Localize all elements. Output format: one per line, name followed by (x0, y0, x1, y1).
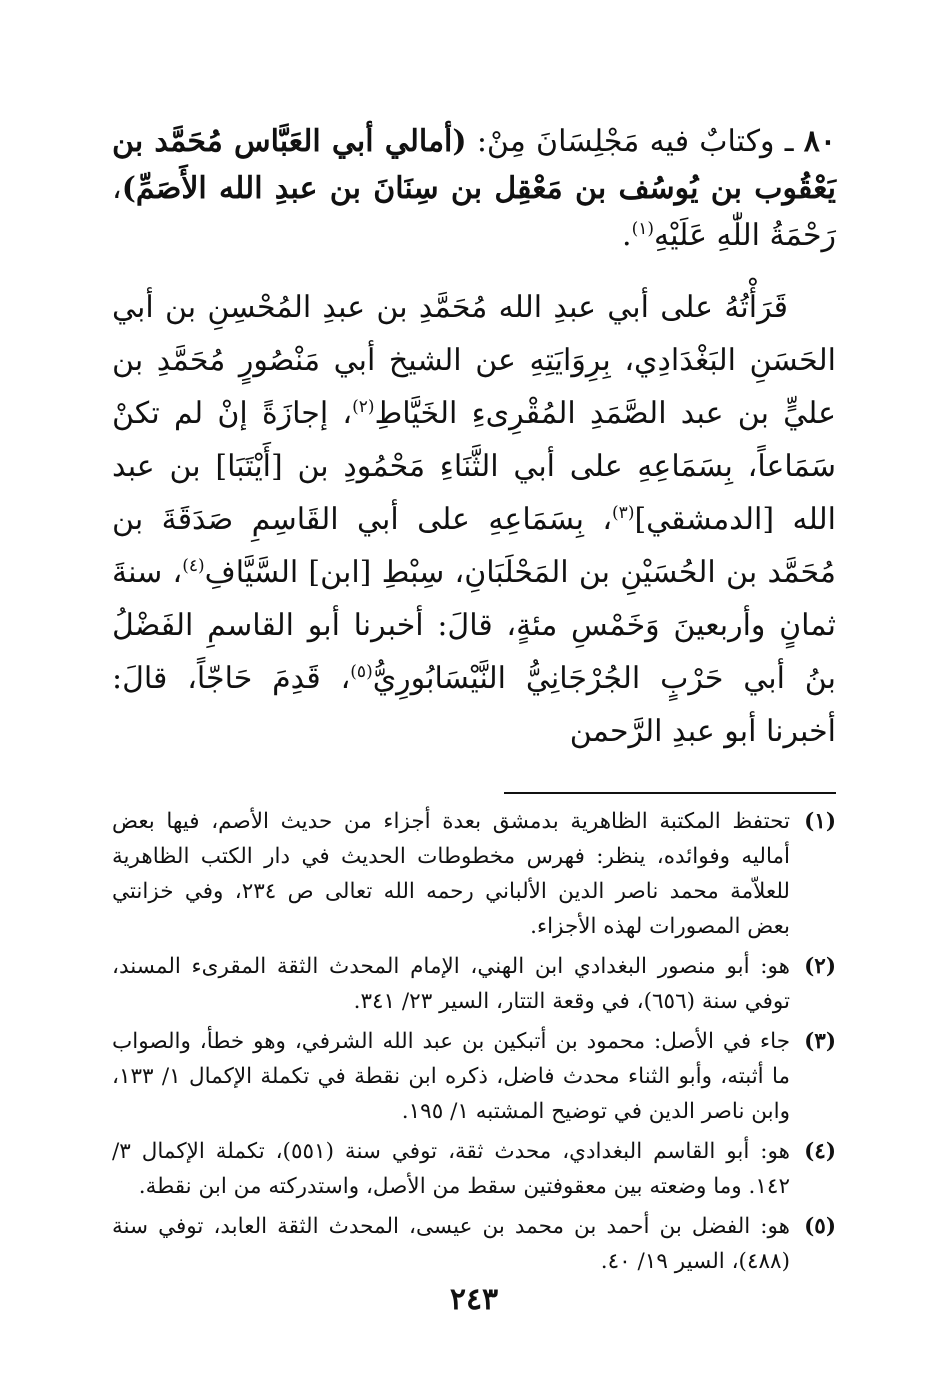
footnote-divider (504, 792, 836, 794)
body-paragraph (112, 281, 836, 758)
page-number: ٢٤٣ (449, 1282, 499, 1317)
body-text-segment: ، قَدِمَ حَاجّاً، قالَ: أخبرنا أبو عبدِ الرَّحمن (112, 661, 836, 749)
footnote-text: هو: الفضل بن أحمد بن محمد بن عيسى، المحدث الثقة العابد، توفي سنة (٤٨٨)، السير ١٩/ ٤٠. (112, 1214, 790, 1274)
footnote (112, 1024, 836, 1129)
footnote-ref: (١) (631, 219, 654, 239)
footnote-number: (٥) (804, 1214, 836, 1239)
entry-after: ، رَحْمَةُ اللّٰهِ عَلَيْهِ (112, 171, 836, 253)
footnote-ref: (٥) (350, 662, 373, 682)
entry-end: . (622, 218, 632, 253)
body-text-segment: قَرَأْتُهُ على أبي عبدِ الله مُحَمَّدِ بن عبدِ المُحْسِنِ بن أبي الحَسَنِ البَغْدَادِي، بِرِوَايَتِهِ عن الشيخ أبي مَنْصُورٍ مُحَمَّدِ بن عليٍّ بن عبد الصَّمَدِ المُقْرِىءِ الخَيَّاطِ (112, 290, 836, 431)
body-text-segment: ، بِسَمَاعِهِ على أبي القَاسِمِ صَدَقَةَ بن مُحَمَّد بن الحُسَيْنِ بن المَحْلَبَانِ، سِبْطِ [ابن] السَّيَّافِ (112, 502, 836, 590)
footnote-text: هو: أبو القاسم البغدادي، محدث ثقة، توفي سنة (٥٥١)، تكملة الإكمال ٣/ ١٤٢. وما وضعته بين معقوفتين سقط من الأصل، واستدركته من ابن نقطة. (112, 1139, 790, 1199)
footnote-number: (١) (804, 809, 836, 834)
footnote-text: تحتفظ المكتبة الظاهرية بدمشق بعدة أجزاء من حديث الأصم، فيها بعض أماليه وفوائده، ينظر: فهرس مخطوطات الحديث في دار الكتب الظاهرية للعلاّمة محمد ناصر الدين الألباني رحمه الله تعالى ص ٢٣٤، وفي خزانتي بعض المصورات لهذه الأجزاء. (112, 809, 790, 939)
entry-heading (112, 118, 836, 259)
footnote (112, 1134, 836, 1204)
entry-number: ٨٠ (803, 124, 836, 159)
footnote-number: (٣) (804, 1029, 836, 1054)
body-text-segment: ، إجازَةً إنْ لم تكنْ سَمَاعاً، بِسَمَاعِهِ على أبي الثَّنَاءِ مَحْمُودِ بن [أَيْتَبَا] بن عبد الله [الدمشقي] (112, 396, 837, 537)
entry-title: (أمالي أبي العَبَّاس مُحَمَّد بن يَعْقُوب بن يُوسُف بن مَعْقِل بن سِنَانَ بن عبدِ الله الأَصَمِّ) (112, 124, 836, 206)
footnote (112, 1209, 836, 1279)
entry-dash: ـ (774, 124, 804, 159)
footnote-ref: (٤) (182, 556, 205, 576)
entry-intro: وكتابٌ فيه مَجْلِسَانَ مِنْ: (466, 124, 775, 159)
footnote-number: (٤) (804, 1139, 836, 1164)
footnote-text: جاء في الأصل: محمود بن أتبكين بن عبد الله الشرفي، وهو خطأ، والصواب ما أثبته، وأبو الثناء محدث فاضل، ذكره ابن نقطة في تكملة الإكمال ١/ ١٣٣، وابن ناصر الدين في توضيح المشتبه ١/ ١٩٥. (112, 1029, 791, 1124)
footnote-number: (٢) (804, 954, 836, 979)
footnote (112, 949, 836, 1019)
footnote-ref: (٣) (612, 503, 635, 523)
footnote (112, 804, 836, 944)
body-text-segment: ، سنةَ ثمانٍ وأربعينَ وَخَمْسِ مئةٍ، قالَ: أخبرنا أبو القاسمِ الفَضْلُ بنُ أبي حَرْبٍ الجُرْجَانِيُّ النَّيْسَابُورِيُّ (112, 555, 836, 696)
footnote-text: هو: أبو منصور البغدادي ابن الهني، الإمام المحدث الثقة المقرىء المسند، توفي سنة (٦٥٦)، في وقعة التتار، السير ٢٣/ ٣٤١. (112, 954, 790, 1014)
footnote-ref: (٢) (352, 397, 375, 417)
footnotes-section (112, 804, 836, 1279)
